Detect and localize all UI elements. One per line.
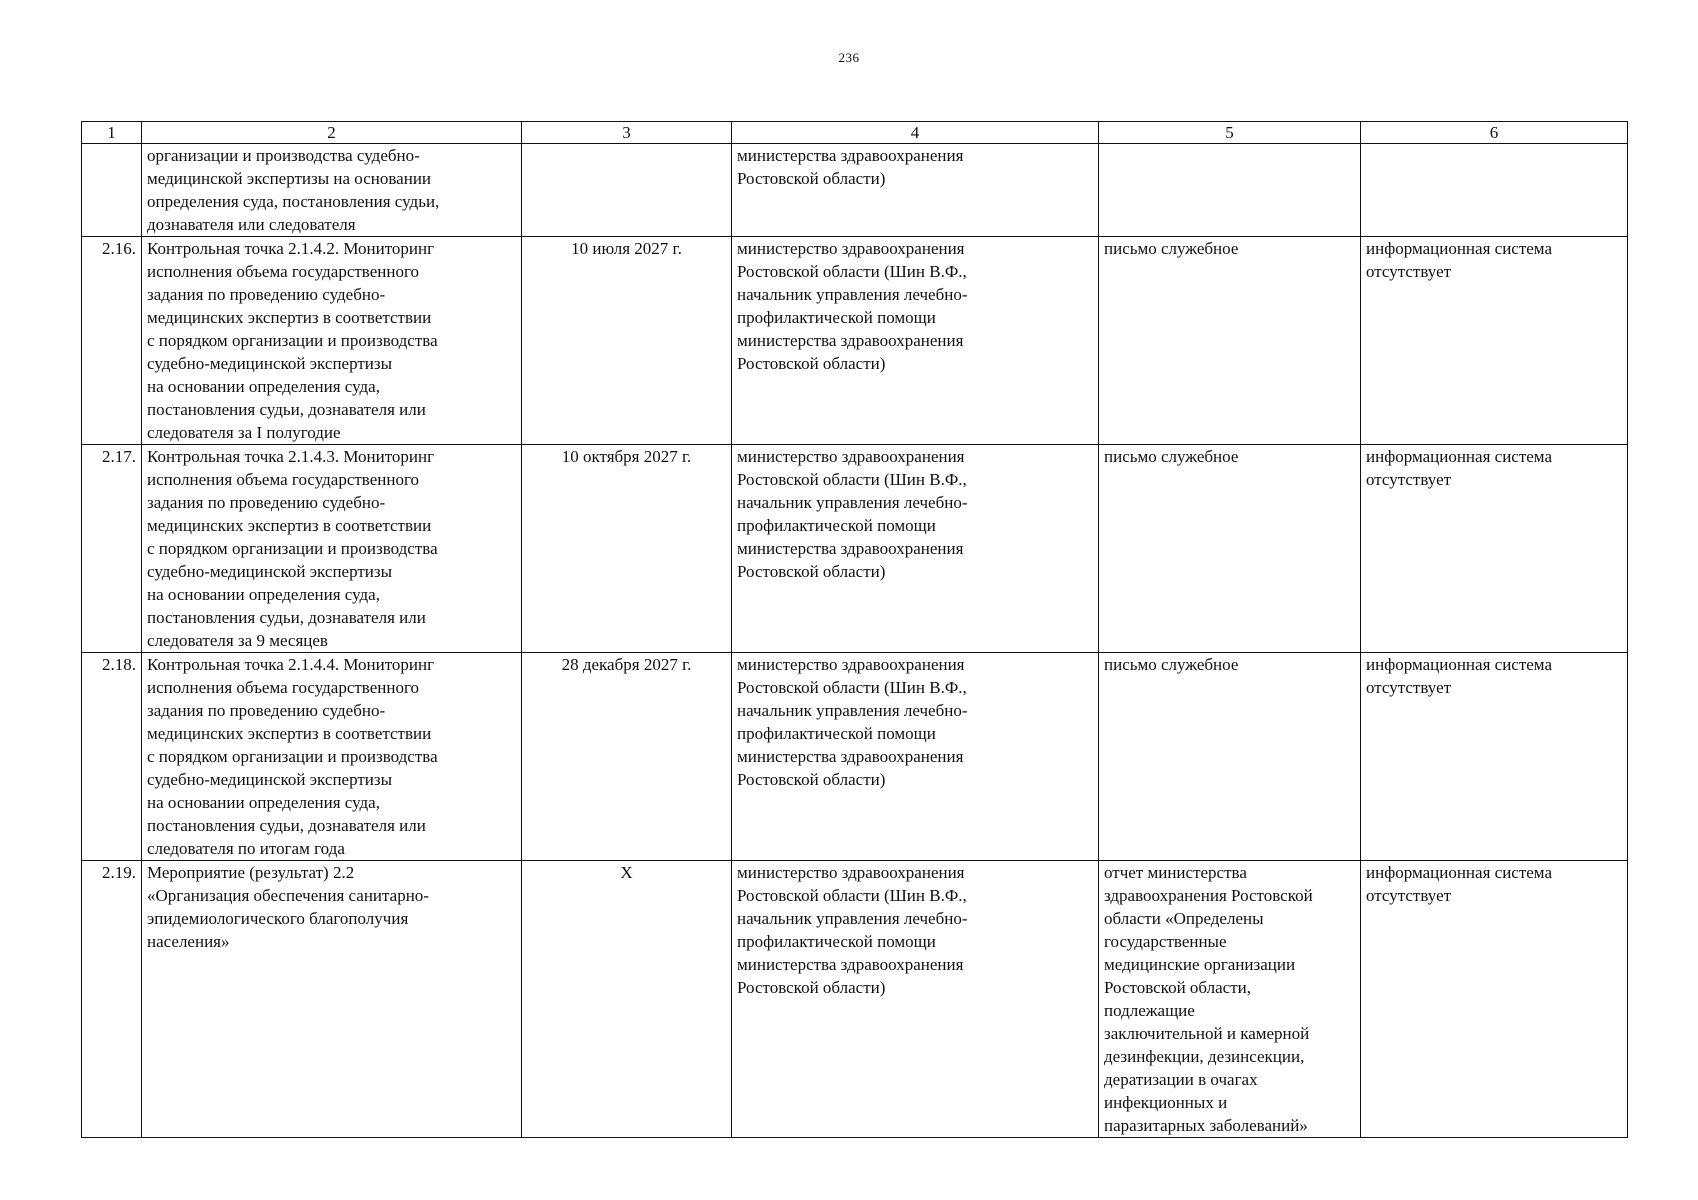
row-system: информационная система отсутствует [1361, 445, 1628, 653]
row-responsible: министерство здравоохранения Ростовской области (Шин В.Ф., начальник управления лечебно- профилактической помощи министерства здравоохранения Ростовской области) [732, 861, 1099, 1138]
row-document: письмо служебное [1099, 237, 1361, 445]
row-description: Контрольная точка 2.1.4.3. Мониторинг исполнения объема государственного задания по проведению судебно- медицинских экспертиз в соответствии с порядком организации и производства судебно-медицинской экспертизы на основании определения суда, постановления судьи, дознавателя или следователя за 9 месяцев [142, 445, 522, 653]
table-row [82, 445, 1628, 653]
row-date: 10 октября 2027 г. [522, 445, 732, 653]
header-cell: 1 [82, 122, 142, 144]
row-system: информационная система отсутствует [1361, 237, 1628, 445]
table-row [82, 144, 1628, 237]
row-number: 2.19. [82, 861, 142, 1138]
row-number [82, 144, 142, 237]
row-date: 28 декабря 2027 г. [522, 653, 732, 861]
row-description: Мероприятие (результат) 2.2 «Организация обеспечения санитарно- эпидемиологического благополучия населения» [142, 861, 522, 1138]
row-responsible: министерства здравоохранения Ростовской области) [732, 144, 1099, 237]
row-document: письмо служебное [1099, 445, 1361, 653]
row-system: информационная система отсутствует [1361, 861, 1628, 1138]
row-date: X [522, 861, 732, 1138]
row-date: 10 июля 2027 г. [522, 237, 732, 445]
row-document: отчет министерства здравоохранения Ростовской области «Определены государственные медицинские организации Ростовской области, подлежащие заключительной и камерной дезинфекции, дезинсекции, дератизации в очагах инфекционных и паразитарных заболеваний» [1099, 861, 1361, 1138]
table-row [82, 861, 1628, 1138]
plan-table [81, 121, 1628, 1138]
row-date [522, 144, 732, 237]
page-number: 236 [838, 50, 860, 65]
header-cell: 6 [1361, 122, 1628, 144]
row-description: Контрольная точка 2.1.4.4. Мониторинг исполнения объема государственного задания по проведению судебно- медицинских экспертиз в соответствии с порядком организации и производства судебно-медицинской экспертизы на основании определения суда, постановления судьи, дознавателя или следователя по итогам года [142, 653, 522, 861]
row-document [1099, 144, 1361, 237]
header-cell: 2 [142, 122, 522, 144]
row-number: 2.16. [82, 237, 142, 445]
row-responsible: министерство здравоохранения Ростовской области (Шин В.Ф., начальник управления лечебно- профилактической помощи министерства здравоохранения Ростовской области) [732, 445, 1099, 653]
row-system [1361, 144, 1628, 237]
row-responsible: министерство здравоохранения Ростовской области (Шин В.Ф., начальник управления лечебно- профилактической помощи министерства здравоохранения Ростовской области) [732, 653, 1099, 861]
row-description: Контрольная точка 2.1.4.2. Мониторинг исполнения объема государственного задания по проведению судебно- медицинских экспертиз в соответствии с порядком организации и производства судебно-медицинской экспертизы на основании определения суда, постановления судьи, дознавателя или следователя за I полугодие [142, 237, 522, 445]
table-row [82, 237, 1628, 445]
row-description: организации и производства судебно- медицинской экспертизы на основании определения суда, постановления судьи, дознавателя или следователя [142, 144, 522, 237]
header-cell: 5 [1099, 122, 1361, 144]
header-cell: 4 [732, 122, 1099, 144]
header-cell: 3 [522, 122, 732, 144]
header-row [82, 122, 1628, 144]
row-number: 2.17. [82, 445, 142, 653]
row-document: письмо служебное [1099, 653, 1361, 861]
table-row [82, 653, 1628, 861]
row-responsible: министерство здравоохранения Ростовской области (Шин В.Ф., начальник управления лечебно- профилактической помощи министерства здравоохранения Ростовской области) [732, 237, 1099, 445]
row-number: 2.18. [82, 653, 142, 861]
row-system: информационная система отсутствует [1361, 653, 1628, 861]
